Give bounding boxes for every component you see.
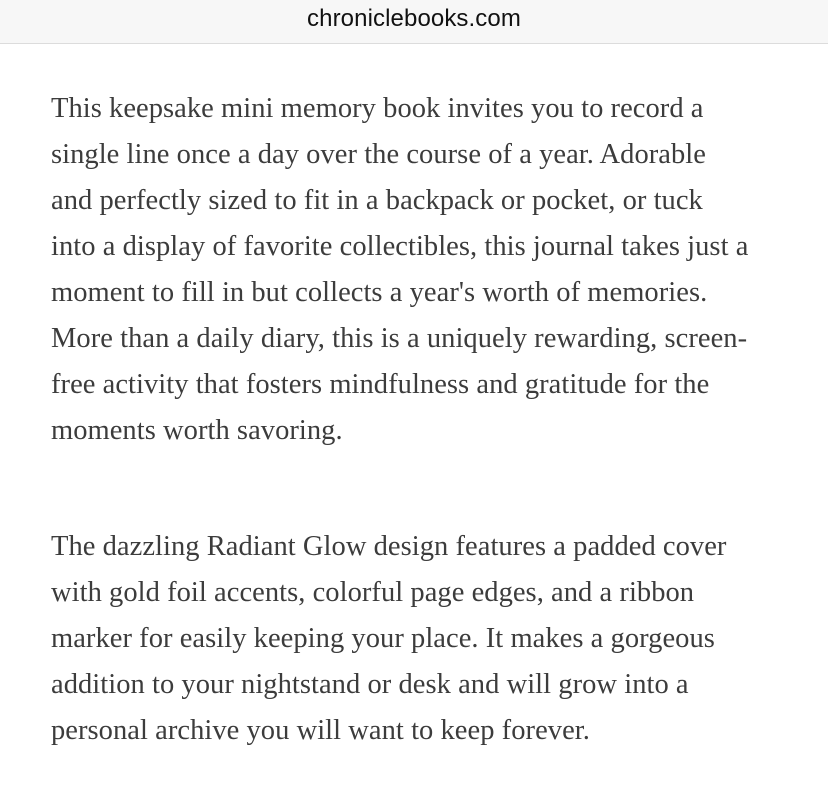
text-line: addition to your nightstand or desk and will grow into a — [51, 669, 689, 700]
browser-address-bar[interactable] — [0, 0, 828, 44]
page-url[interactable]: chroniclebooks.com — [307, 4, 521, 32]
product-description — [51, 86, 781, 754]
text-line: marker for easily keeping your place. It makes a gorgeous — [51, 623, 715, 654]
text-line: personal archive you will want to keep forever. — [51, 715, 590, 746]
text-line: free activity that fosters mindfulness and gratitude for the — [51, 369, 710, 400]
text-line: single line once a day over the course of a year. Adorable — [51, 139, 706, 170]
text-line: This keepsake mini memory book invites you to record a — [51, 93, 704, 124]
text-line: moments worth savoring. — [51, 415, 343, 446]
text-line: with gold foil accents, colorful page edges, and a ribbon — [51, 577, 695, 608]
description-paragraph-1 — [51, 86, 781, 454]
text-line: moment to fill in but collects a year's worth of memories. — [51, 277, 708, 308]
text-line: and perfectly sized to fit in a backpack or pocket, or tuck — [51, 185, 703, 216]
text-line: More than a daily diary, this is a uniquely rewarding, screen- — [51, 323, 748, 354]
text-line: The dazzling Radiant Glow design features a padded cover — [51, 531, 727, 562]
description-paragraph-2 — [51, 524, 781, 754]
text-line: into a display of favorite collectibles, this journal takes just a — [51, 231, 749, 262]
